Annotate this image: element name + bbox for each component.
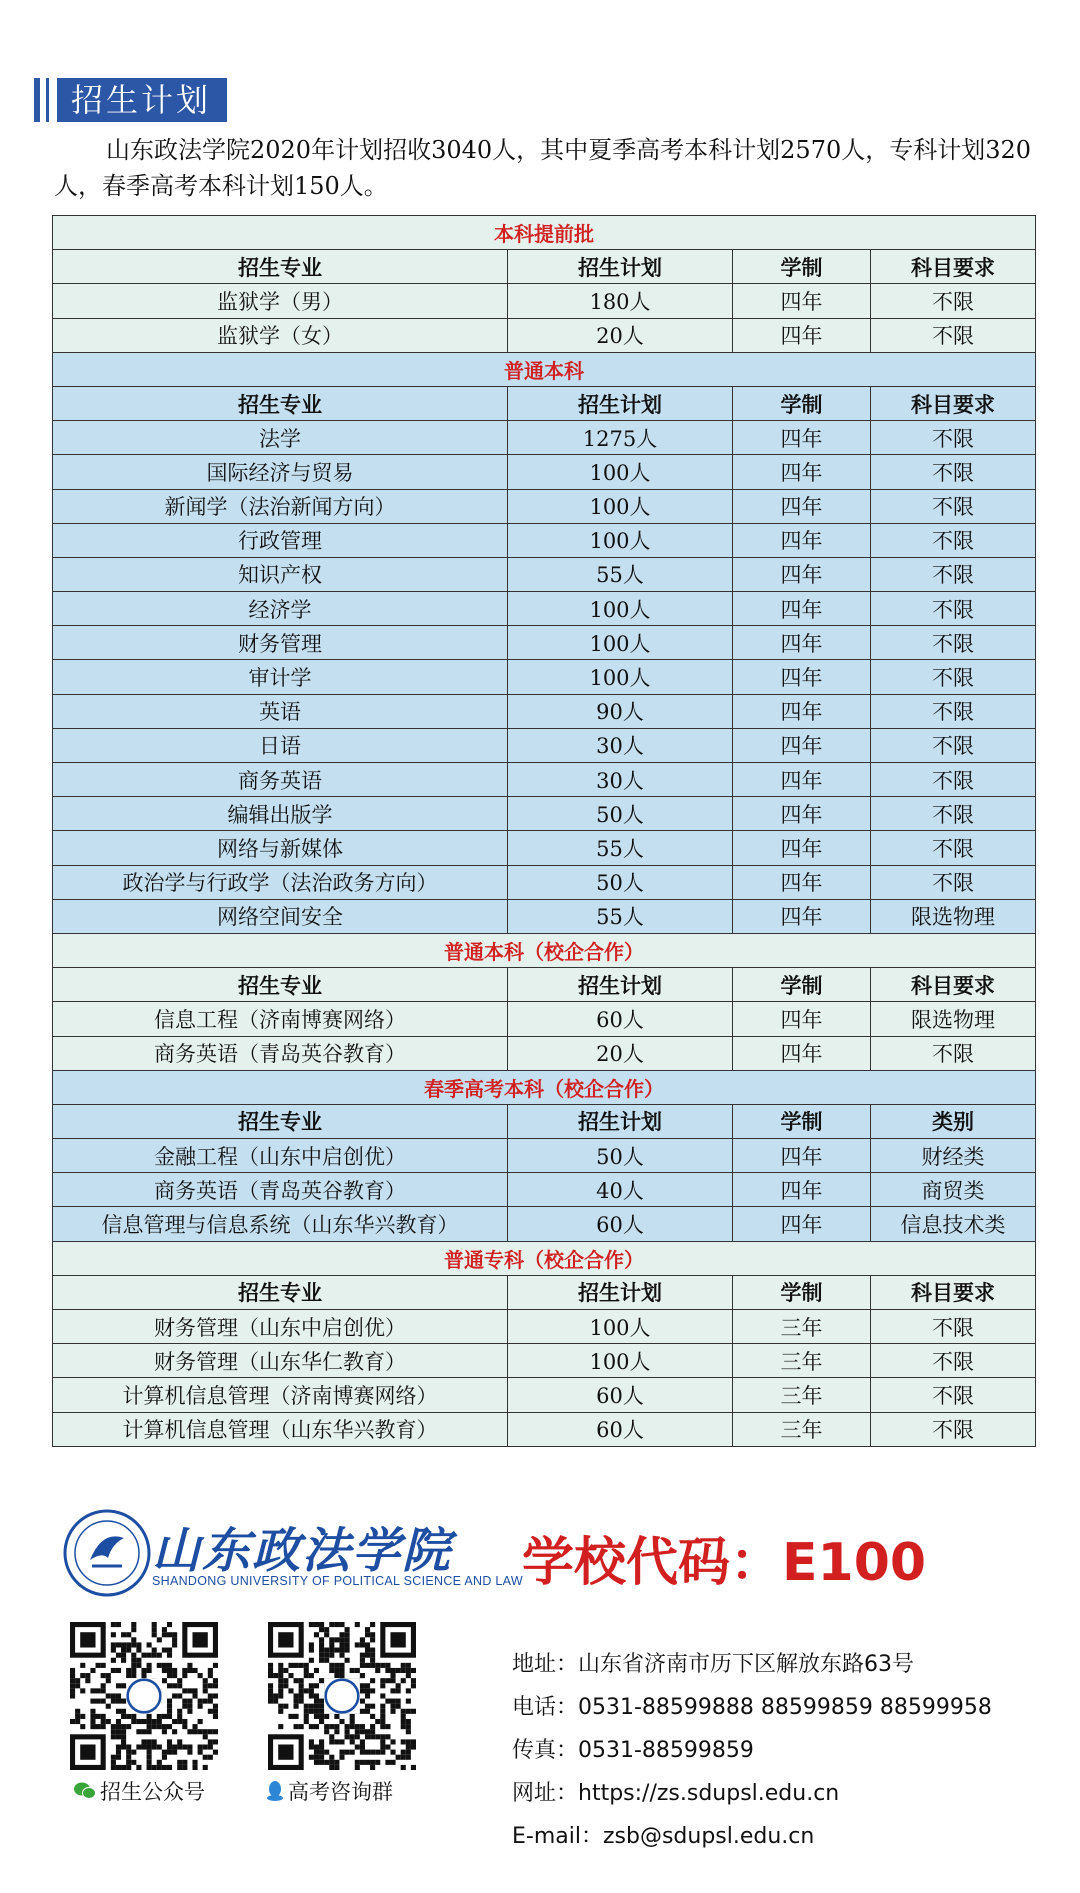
section-title-row (53, 1070, 1036, 1104)
table-cell: 50人 (508, 865, 733, 899)
table-cell: 四年 (733, 728, 871, 762)
table-cell: 90人 (508, 694, 733, 728)
contact-email[interactable]: E-mail：zsb@sdupsl.edu.cn (512, 1824, 815, 1849)
column-header: 学制 (733, 968, 871, 1002)
column-header: 招生计划 (508, 1275, 733, 1309)
column-header-row (53, 1275, 1036, 1309)
column-header: 招生专业 (53, 386, 508, 420)
column-header: 招生计划 (508, 250, 733, 284)
table-cell: 四年 (733, 694, 871, 728)
table-cell: 60人 (508, 1207, 733, 1241)
table-cell: 信息工程（济南博赛网络） (53, 1002, 508, 1036)
table-cell: 50人 (508, 797, 733, 831)
table-cell: 政治学与行政学（法治政务方向） (53, 865, 508, 899)
column-header-row (53, 968, 1036, 1002)
table-row (53, 1378, 1036, 1412)
section-title: 普通本科（校企合作） (53, 933, 1036, 967)
university-logo-emblem (62, 1508, 152, 1598)
table-cell: 日语 (53, 728, 508, 762)
section-title: 春季高考本科（校企合作） (53, 1070, 1036, 1104)
section-title: 本科提前批 (53, 216, 1036, 250)
table-cell: 限选物理 (871, 1002, 1036, 1036)
table-cell: 四年 (733, 489, 871, 523)
table-cell: 信息管理与信息系统（山东华兴教育） (53, 1207, 508, 1241)
qr-code-wechat (70, 1622, 218, 1770)
table-cell: 20人 (508, 318, 733, 352)
table-cell: 四年 (733, 831, 871, 865)
section-header (34, 78, 227, 122)
table-cell: 英语 (53, 694, 508, 728)
qr2-label: 高考咨询群 (288, 1780, 393, 1804)
intro-paragraph: 山东政法学院2020年计划招收3040人，其中夏季高考本科计划2570人，专科计划320人，春季高考本科计划150人。 (54, 136, 1032, 200)
section-title-row (53, 352, 1036, 386)
table-row (53, 626, 1036, 660)
table-row (53, 523, 1036, 557)
table-row (53, 592, 1036, 626)
table-cell: 三年 (733, 1378, 871, 1412)
table-cell: 审计学 (53, 660, 508, 694)
contact-fax: 传真：0531-88599859 (512, 1738, 754, 1763)
table-cell: 信息技术类 (871, 1207, 1036, 1241)
qq-icon (266, 1780, 284, 1802)
table-cell: 四年 (733, 1139, 871, 1173)
table-cell: 不限 (871, 455, 1036, 489)
table-cell: 不限 (871, 489, 1036, 523)
qr2-caption (266, 1776, 393, 1806)
table-cell: 四年 (733, 763, 871, 797)
table-row (53, 1412, 1036, 1446)
table-cell: 不限 (871, 421, 1036, 455)
table-cell: 四年 (733, 865, 871, 899)
table-cell: 国际经济与贸易 (53, 455, 508, 489)
table-cell: 四年 (733, 1002, 871, 1036)
table-cell: 100人 (508, 626, 733, 660)
table-cell: 金融工程（山东中启创优） (53, 1139, 508, 1173)
column-header: 科目要求 (871, 1275, 1036, 1309)
table-cell: 知识产权 (53, 557, 508, 591)
column-header: 学制 (733, 1104, 871, 1138)
table-row (53, 1036, 1036, 1070)
column-header: 招生专业 (53, 1104, 508, 1138)
table-cell: 监狱学（男） (53, 284, 508, 318)
qr1-label: 招生公众号 (100, 1780, 205, 1804)
column-header: 类别 (871, 1104, 1036, 1138)
table-row (53, 1139, 1036, 1173)
column-header: 科目要求 (871, 250, 1036, 284)
section-title-row (53, 216, 1036, 250)
header-stripe (34, 78, 40, 122)
table-cell: 180人 (508, 284, 733, 318)
table-cell: 编辑出版学 (53, 797, 508, 831)
table-cell: 不限 (871, 284, 1036, 318)
table-row (53, 1310, 1036, 1344)
enrollment-plan-table (52, 215, 1036, 1447)
table-cell: 不限 (871, 1310, 1036, 1344)
table-cell: 计算机信息管理（济南博赛网络） (53, 1378, 508, 1412)
table-cell: 监狱学（女） (53, 318, 508, 352)
table-row (53, 557, 1036, 591)
table-row (53, 797, 1036, 831)
table-cell: 不限 (871, 1412, 1036, 1446)
table-cell: 30人 (508, 728, 733, 762)
table-cell: 商务英语（青岛英谷教育） (53, 1173, 508, 1207)
table-cell: 20人 (508, 1036, 733, 1070)
table-cell: 四年 (733, 421, 871, 455)
contact-address: 地址：山东省济南市历下区解放东路63号 (512, 1652, 914, 1677)
table-cell: 55人 (508, 831, 733, 865)
table-row (53, 421, 1036, 455)
table-cell: 三年 (733, 1310, 871, 1344)
table-row (53, 728, 1036, 762)
column-header: 学制 (733, 386, 871, 420)
table-row (53, 660, 1036, 694)
column-header-row (53, 1104, 1036, 1138)
column-header-row (53, 386, 1036, 420)
table-cell: 财务管理（山东华仁教育） (53, 1344, 508, 1378)
table-cell: 不限 (871, 763, 1036, 797)
contact-website[interactable]: 网址：https://zs.sdupsl.edu.cn (512, 1781, 840, 1806)
table-cell: 四年 (733, 1173, 871, 1207)
table-cell: 1275人 (508, 421, 733, 455)
table-row (53, 899, 1036, 933)
table-cell: 不限 (871, 865, 1036, 899)
table-cell: 30人 (508, 763, 733, 797)
table-cell: 100人 (508, 489, 733, 523)
table-cell: 四年 (733, 899, 871, 933)
column-header-row (53, 250, 1036, 284)
table-cell: 三年 (733, 1344, 871, 1378)
table-cell: 计算机信息管理（山东华兴教育） (53, 1412, 508, 1446)
table-cell: 四年 (733, 284, 871, 318)
column-header: 招生专业 (53, 968, 508, 1002)
table-cell: 商务英语 (53, 763, 508, 797)
table-cell: 财务管理 (53, 626, 508, 660)
table-cell: 法学 (53, 421, 508, 455)
table-cell: 不限 (871, 660, 1036, 694)
university-name-cn: 山东政法学院 (152, 1523, 453, 1579)
column-header: 招生专业 (53, 1275, 508, 1309)
table-cell: 100人 (508, 523, 733, 557)
table-cell: 100人 (508, 660, 733, 694)
column-header: 招生计划 (508, 1104, 733, 1138)
table-cell: 不限 (871, 797, 1036, 831)
table-cell: 四年 (733, 318, 871, 352)
table-cell: 不限 (871, 626, 1036, 660)
table-cell: 不限 (871, 831, 1036, 865)
table-cell: 不限 (871, 1344, 1036, 1378)
table-cell: 50人 (508, 1139, 733, 1173)
table-cell: 四年 (733, 797, 871, 831)
section-title-row (53, 933, 1036, 967)
table-cell: 55人 (508, 557, 733, 591)
table-cell: 不限 (871, 1036, 1036, 1070)
table-row (53, 489, 1036, 523)
table-cell: 网络与新媒体 (53, 831, 508, 865)
column-header: 科目要求 (871, 968, 1036, 1002)
column-header: 学制 (733, 250, 871, 284)
table-row (53, 694, 1036, 728)
table-cell: 不限 (871, 728, 1036, 762)
table-cell: 不限 (871, 694, 1036, 728)
table-cell: 商贸类 (871, 1173, 1036, 1207)
table-cell: 不限 (871, 592, 1036, 626)
table-cell: 100人 (508, 1344, 733, 1378)
table-cell: 限选物理 (871, 899, 1036, 933)
section-title-row (53, 1241, 1036, 1275)
table-cell: 行政管理 (53, 523, 508, 557)
section-title: 普通专科（校企合作） (53, 1241, 1036, 1275)
table-cell: 四年 (733, 1207, 871, 1241)
header-stripe-thin (46, 78, 49, 122)
table-cell: 四年 (733, 455, 871, 489)
contact-phone: 电话：0531-88599888 88599859 88599958 (512, 1695, 992, 1720)
table-row (53, 1207, 1036, 1241)
column-header: 科目要求 (871, 386, 1036, 420)
table-cell: 60人 (508, 1378, 733, 1412)
table-cell: 网络空间安全 (53, 899, 508, 933)
table-cell: 四年 (733, 557, 871, 591)
table-cell: 不限 (871, 557, 1036, 591)
table-cell: 不限 (871, 1378, 1036, 1412)
table-cell: 60人 (508, 1412, 733, 1446)
table-cell: 40人 (508, 1173, 733, 1207)
table-cell: 四年 (733, 1036, 871, 1070)
column-header: 招生计划 (508, 386, 733, 420)
table-cell: 财经类 (871, 1139, 1036, 1173)
table-row (53, 1344, 1036, 1378)
table-cell: 四年 (733, 523, 871, 557)
table-row (53, 1173, 1036, 1207)
table-cell: 不限 (871, 318, 1036, 352)
table-row (53, 455, 1036, 489)
table-cell: 100人 (508, 592, 733, 626)
table-cell: 新闻学（法治新闻方向） (53, 489, 508, 523)
table-cell: 四年 (733, 626, 871, 660)
table-cell: 四年 (733, 660, 871, 694)
qr-code-qq-group (268, 1622, 416, 1770)
table-cell: 55人 (508, 899, 733, 933)
column-header: 招生专业 (53, 250, 508, 284)
table-cell: 100人 (508, 1310, 733, 1344)
table-row (53, 1002, 1036, 1036)
table-cell: 四年 (733, 592, 871, 626)
page-title: 招生计划 (57, 78, 227, 122)
table-cell: 财务管理（山东中启创优） (53, 1310, 508, 1344)
school-code: 学校代码：E100 (522, 1533, 927, 1593)
table-cell: 不限 (871, 523, 1036, 557)
wechat-icon (74, 1781, 96, 1801)
table-row (53, 763, 1036, 797)
table-row (53, 318, 1036, 352)
qr1-caption (74, 1776, 205, 1806)
column-header: 学制 (733, 1275, 871, 1309)
table-row (53, 865, 1036, 899)
table-cell: 60人 (508, 1002, 733, 1036)
section-title: 普通本科 (53, 352, 1036, 386)
table-cell: 三年 (733, 1412, 871, 1446)
table-cell: 商务英语（青岛英谷教育） (53, 1036, 508, 1070)
column-header: 招生计划 (508, 968, 733, 1002)
table-row (53, 831, 1036, 865)
university-name-en: SHANDONG UNIVERSITY OF POLITICAL SCIENCE AND LAW (152, 1574, 523, 1588)
table-cell: 100人 (508, 455, 733, 489)
table-row (53, 284, 1036, 318)
table-cell: 经济学 (53, 592, 508, 626)
